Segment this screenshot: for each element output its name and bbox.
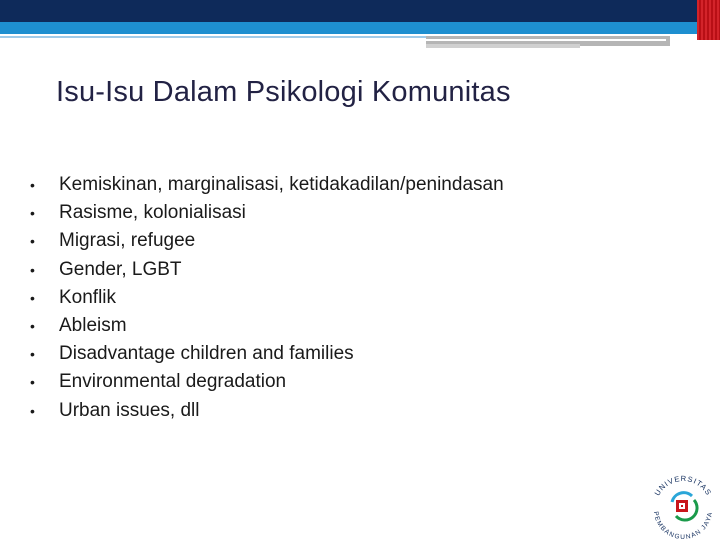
bullet-icon: • [30,402,35,419]
bullet-text: Rasisme, kolonialisasi [59,202,246,224]
bullet-text: Gender, LGBT [59,258,182,280]
grey-bar-short [426,44,580,48]
grey-bar-gap [426,39,666,41]
navy-stripe [0,0,720,22]
list-item [30,312,504,340]
list-item [30,227,504,255]
bullet-icon: • [30,261,35,278]
bullet-list [30,171,504,425]
bullet-icon: • [30,346,35,363]
list-item [30,256,504,284]
bullet-icon: • [30,205,35,222]
bullet-text: Migrasi, refugee [59,230,196,252]
header-decoration [0,0,720,36]
list-item [30,397,504,425]
bullet-text: Disadvantage children and families [59,343,354,365]
logo-bottom-text: PEMBANGUNAN JAYA [651,510,715,540]
svg-text:PEMBANGUNAN JAYA [652,511,714,540]
bullet-icon: • [30,177,35,194]
bullet-text: Konflik [59,286,117,308]
list-item [30,171,504,199]
logo-top-text: UNIVERSITAS [652,473,714,498]
bullet-text: Environmental degradation [59,371,287,393]
red-corner-block [697,0,720,40]
bullet-text: Kemiskinan, marginalisasi, ketidakadilan/penindasan [59,174,504,196]
university-logo [646,466,720,540]
light-blue-line [0,36,426,38]
bullet-text: Urban issues, dll [59,399,200,421]
list-item [30,199,504,227]
bullet-icon: • [30,318,35,335]
bullet-icon: • [30,374,35,391]
slide-title: Isu-Isu Dalam Psikologi Komunitas [56,76,511,108]
list-item [30,284,504,312]
blue-stripe [0,22,720,34]
bullet-icon: • [30,289,35,306]
list-item [30,368,504,396]
bullet-icon: • [30,233,35,250]
list-item [30,340,504,368]
logo-emblem-icon [672,493,697,520]
bullet-text: Ableism [59,315,127,337]
